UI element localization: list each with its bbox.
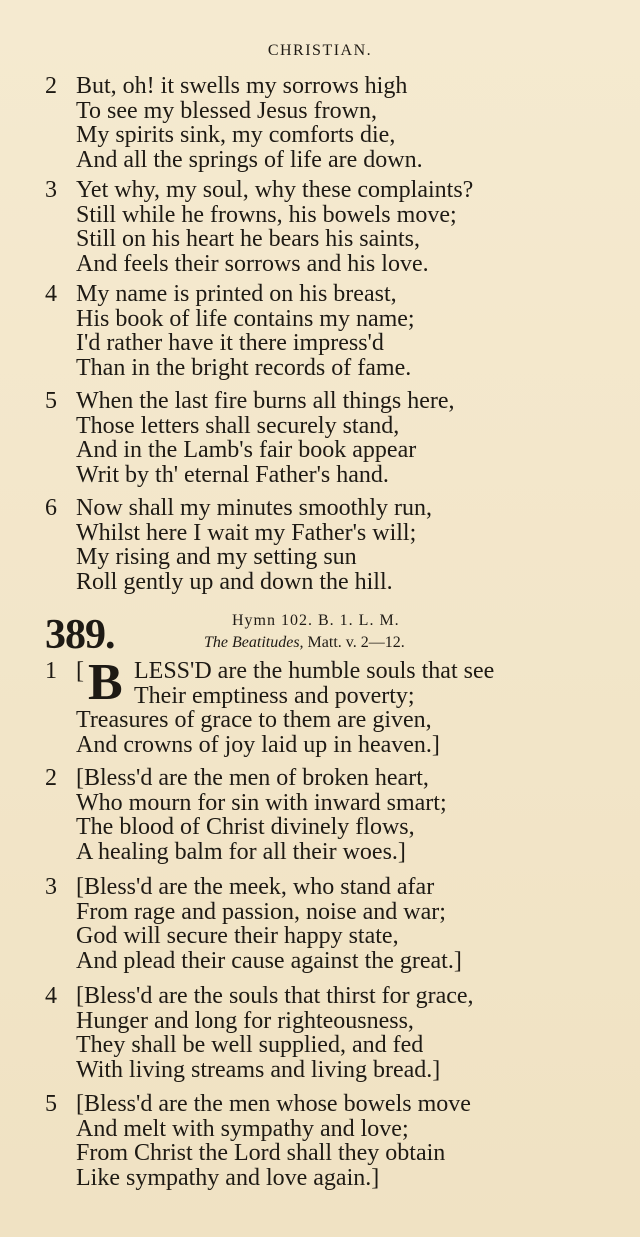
stanza-number: 2 [45,73,57,99]
verse-line: But, oh! it swells my sorrows high [76,73,408,99]
verse-line: And melt with sympathy and love; [76,1115,409,1142]
verse-line: Treasures of grace to them are given, [76,707,432,733]
hymn-subtitle-title: The Beatitudes, [204,634,304,651]
stanza-number: 4 [45,281,57,307]
verse-line: Roll gently up and down the hill. [76,568,393,595]
verse-line: [Bless'd are the men whose bowels move [76,1091,471,1117]
stanza [0,654,640,758]
verse-line: And crowns of joy laid up in heaven.] [76,731,440,758]
verse-line: With living streams and living bread.] [76,1056,441,1083]
verse-line: Like sympathy and love again.] [76,1164,380,1191]
verse-line: Whilst here I wait my Father's will; [76,519,417,546]
verse-line: My spirits sink, my comforts die, [76,122,396,148]
stanza [0,1092,640,1190]
drop-cap: B [88,654,123,711]
verse-line: [Bless'd are the men of broken heart, [76,765,429,791]
verse-line: When the last fire burns all things here, [76,388,455,414]
verse-line: [Bless'd are the meek, who stand afar [76,874,435,900]
verse-line: My name is printed on his breast, [76,281,397,307]
verse-line: God will secure their happy state, [76,923,399,949]
opening-bracket: [ [76,658,84,684]
running-header: CHRISTIAN. [267,42,373,59]
verse-line: I'd rather have it there impress'd [76,330,384,356]
verse-line: And in the Lamb's fair book appear [76,437,417,463]
verse-line: And feels their sorrows and his love. [76,250,429,277]
verse-line: My rising and my setting sun [76,544,357,570]
stanza-number: 6 [45,495,57,521]
stanza-number: 5 [45,388,57,414]
verse-line: The blood of Christ divinely flows, [76,814,415,840]
stanza [0,282,640,380]
verse-line: They shall be well supplied, and fed [76,1032,424,1058]
stanza [0,74,640,172]
verse-line: LESS'D are the humble souls that see [134,658,495,684]
verse-line: A healing balm for all their woes.] [76,838,406,865]
stanza [0,389,640,487]
hymn-meta: Hymn 102. B. 1. L. M. [232,612,400,629]
verse-line: Still while he frowns, his bowels move; [76,201,457,228]
verse-line: Now shall my minutes smoothly run, [76,495,432,521]
stanza [0,875,640,973]
hymn-number: 389. [45,612,115,658]
hymn-subtitle-reference: Matt. v. 2—12. [303,634,405,651]
stanza [0,178,640,276]
stanza [0,766,640,864]
stanza-number: 3 [45,874,57,900]
stanza [0,496,640,594]
verse-line: Hunger and long for righteousness, [76,1007,414,1034]
verse-line: Than in the bright records of fame. [76,354,412,381]
stanza-number: 4 [45,983,57,1009]
verse-line: And plead their cause against the great.] [76,947,462,974]
stanza-number: 5 [45,1091,57,1117]
verse-line: [Bless'd are the souls that thirst for grace, [76,983,474,1009]
verse-line: From Christ the Lord shall they obtain [76,1140,446,1166]
stanza [0,984,640,1082]
verse-line: Writ by th' eternal Father's hand. [76,461,389,488]
hymn-subtitle [204,634,405,652]
stanza-number: 2 [45,765,57,791]
verse-line: Who mourn for sin with inward smart; [76,789,447,816]
verse-line: His book of life contains my name; [76,305,415,332]
verse-line: To see my blessed Jesus frown, [76,97,377,124]
verse-line: Yet why, my soul, why these complaints? [76,177,474,203]
stanza-number: 3 [45,177,57,203]
stanza-number: 1 [45,658,57,684]
verse-line: Still on his heart he bears his saints, [76,226,420,252]
verse-line: And all the springs of life are down. [76,146,423,173]
verse-line: Those letters shall securely stand, [76,412,400,439]
verse-line: Their emptiness and poverty; [134,682,415,709]
verse-line: From rage and passion, noise and war; [76,898,446,925]
